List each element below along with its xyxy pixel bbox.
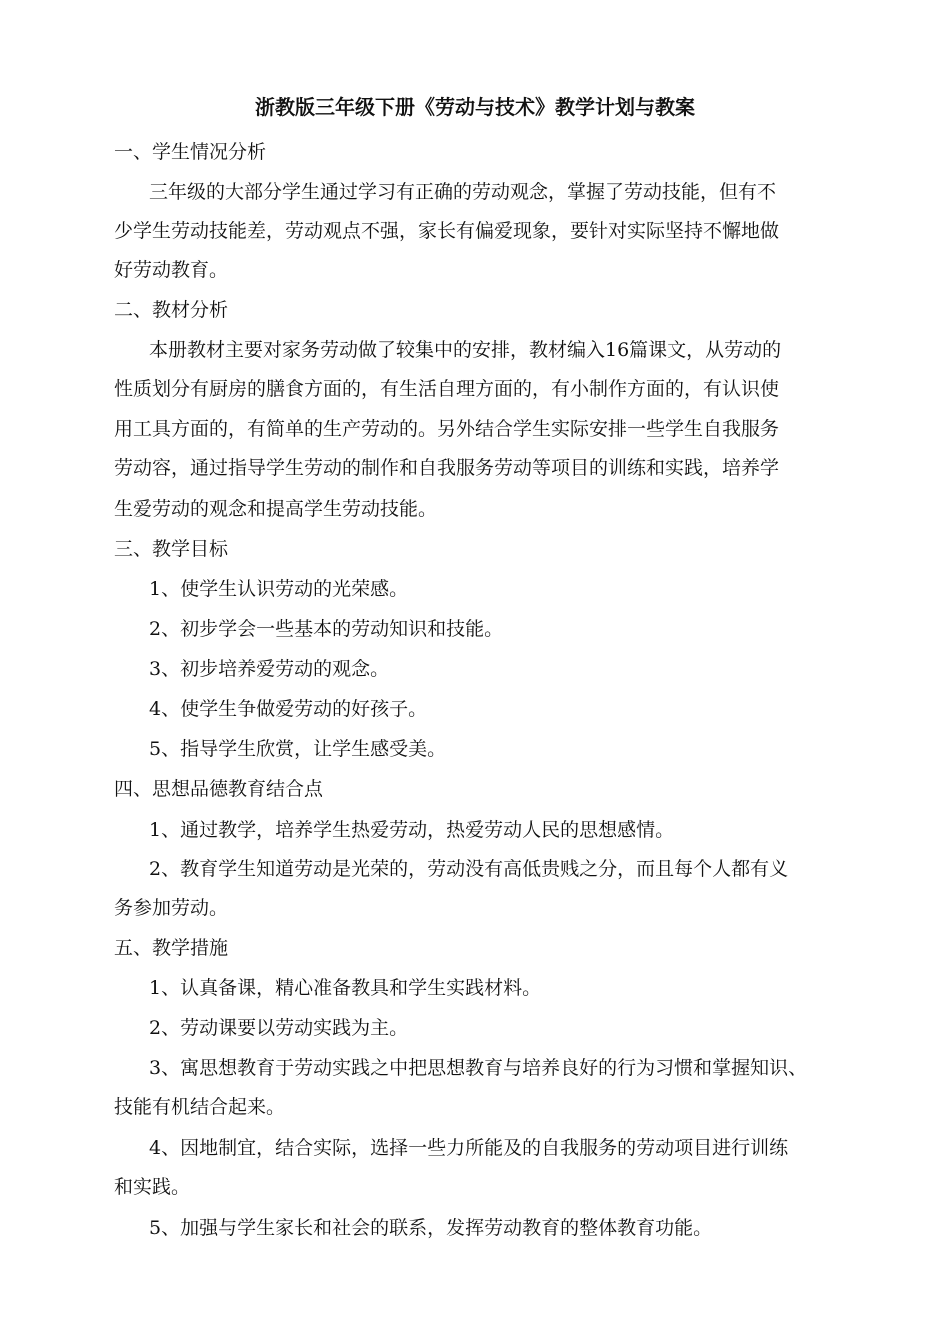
list-item: 3、寓思想教育于劳动实践之中把思想教育与培养良好的行为习惯和掌握知识、: [149, 1057, 808, 1079]
list-item: 2、劳动课要以劳动实践为主。: [149, 1017, 409, 1039]
paragraph-line: 好劳动教育。: [114, 259, 229, 281]
list-item: 5、加强与学生家长和社会的联系，发挥劳动教育的整体教育功能。: [149, 1217, 713, 1239]
list-item: 2、教育学生知道劳动是光荣的，劳动没有高低贵贱之分，而且每个人都有义: [149, 858, 789, 880]
list-item: 2、初步学会一些基本的劳动知识和技能。: [149, 618, 504, 640]
section-heading-3: 三、教学目标: [114, 538, 229, 560]
section-heading-5: 五、教学措施: [114, 937, 229, 959]
section-heading-1: 一、学生情况分析: [114, 141, 267, 163]
section-heading-4: 四、思想品德教育结合点: [114, 778, 324, 800]
document-title: 浙教版三年级下册《劳动与技术》教学计划与教案: [255, 95, 695, 119]
list-item: 4、使学生争做爱劳动的好孩子。: [149, 698, 428, 720]
list-item-continuation: 务参加劳动。: [114, 897, 229, 919]
paragraph-line: 本册教材主要对家务劳动做了较集中的安排，教材编入16篇课文，从劳动的: [149, 339, 782, 361]
paragraph-line: 生爱劳动的观念和提高学生劳动技能。: [114, 498, 438, 520]
list-item: 1、认真备课，精心准备教具和学生实践材料。: [149, 977, 542, 999]
list-item: 3、初步培养爱劳动的观念。: [149, 658, 390, 680]
paragraph-line: 用工具方面的，有简单的生产劳动的。另外结合学生实际安排一些学生自我服务: [114, 418, 780, 440]
list-item-continuation: 和实践。: [114, 1176, 191, 1198]
paragraph-line: 三年级的大部分学生通过学习有正确的劳动观念，掌握了劳动技能，但有不: [149, 181, 777, 203]
section-heading-2: 二、教材分析: [114, 299, 229, 321]
list-item: 1、使学生认识劳动的光荣感。: [149, 578, 409, 600]
list-item: 5、指导学生欣赏，让学生感受美。: [149, 738, 447, 760]
paragraph-line: 少学生劳动技能差，劳动观点不强，家长有偏爱现象，要针对实际坚持不懈地做: [114, 220, 780, 242]
list-item: 4、因地制宜，结合实际，选择一些力所能及的自我服务的劳动项目进行训练: [149, 1137, 789, 1159]
paragraph-line: 性质划分有厨房的膳食方面的，有生活自理方面的，有小制作方面的，有认识使: [114, 378, 780, 400]
list-item-continuation: 技能有机结合起来。: [114, 1096, 286, 1118]
list-item: 1、通过教学，培养学生热爱劳动，热爱劳动人民的思想感情。: [149, 819, 675, 841]
paragraph-line: 劳动容，通过指导学生劳动的制作和自我服务劳动等项目的训练和实践，培养学: [114, 457, 780, 479]
